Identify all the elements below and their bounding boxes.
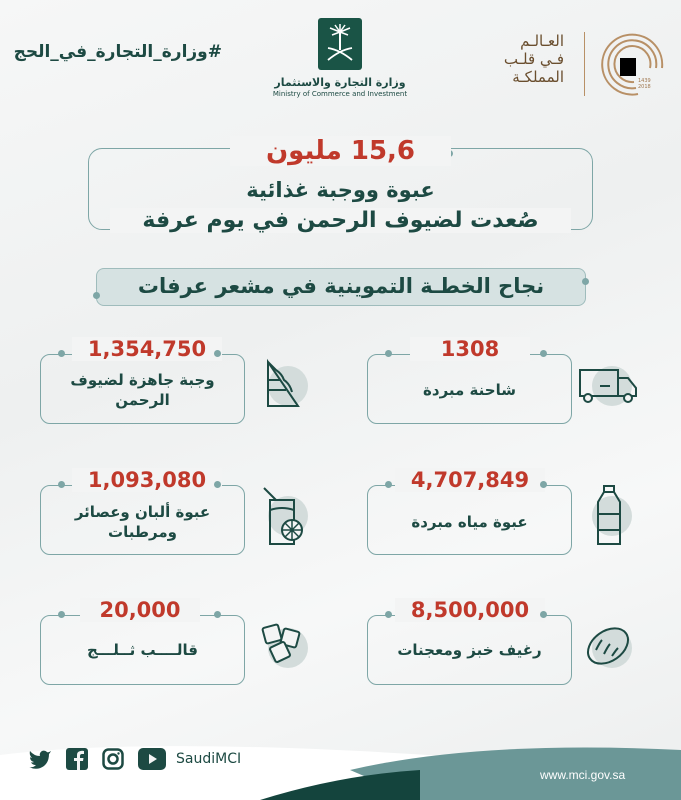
bread-icon — [578, 616, 638, 676]
card-dot — [385, 481, 392, 488]
juice-icon — [254, 484, 314, 544]
card-dot — [58, 611, 65, 618]
stat-label: وجبة جاهزة لضيوف الرحمن — [70, 371, 215, 409]
stat-value: 20,000 — [80, 598, 200, 622]
stat-value: 1,354,750 — [72, 337, 222, 361]
stat-label: عبوة مياه مبردة — [411, 513, 528, 531]
ministry-logo — [255, 18, 425, 98]
stat-value: 1308 — [410, 337, 530, 361]
twitter-icon[interactable] — [28, 748, 52, 770]
ice-cubes-icon — [254, 616, 314, 676]
card-dot — [540, 611, 547, 618]
stat-label: قالــــب ثــلـــج — [87, 641, 198, 659]
year-gregorian: 2018 — [638, 84, 651, 90]
headline-line-1: عبوة ووجبة غذائية — [246, 178, 435, 202]
water-bottle-icon — [578, 484, 638, 544]
card-dot — [540, 481, 547, 488]
stat-label: رغيف خبز ومعجنات — [397, 641, 542, 659]
card-dot — [385, 611, 392, 618]
social-handle[interactable]: SaudiMCI — [176, 751, 242, 767]
stat-label: شاحنة مبردة — [423, 381, 516, 399]
stat-value: 8,500,000 — [395, 598, 545, 622]
card-dot — [214, 350, 221, 357]
stat-value: 1,093,080 — [72, 468, 222, 492]
truck-icon — [578, 354, 638, 414]
card-dot — [214, 611, 221, 618]
banner-dot — [93, 292, 100, 299]
hashtag: #وزارة_التجارة_في_الحج — [13, 42, 222, 62]
logo-divider — [584, 32, 585, 96]
banner-dot — [582, 278, 589, 285]
facebook-icon[interactable] — [66, 748, 88, 770]
card-dot — [385, 350, 392, 357]
year-hijri: 1439 — [638, 78, 651, 84]
stat-label: عبوة ألبان وعصائر ومرطبات — [74, 503, 211, 541]
section-banner: نجاح الخطـة التموينية في مشعر عرفات — [96, 268, 586, 306]
sandwich-icon — [254, 354, 314, 414]
ministry-name-en: Ministry of Commerce and Investment — [272, 90, 408, 98]
campaign-logo — [488, 28, 668, 103]
card-dot — [214, 481, 221, 488]
headline-line-2: صُعدت لضيوف الرحمن في يوم عرفة — [110, 208, 571, 233]
campaign-logo-line: فـي قلـب — [503, 50, 564, 68]
campaign-logo-text — [484, 32, 564, 86]
campaign-logo-line: المملكـة — [512, 68, 564, 86]
instagram-icon[interactable] — [102, 748, 124, 770]
stat-value: 4,707,849 — [395, 468, 545, 492]
youtube-icon[interactable] — [138, 748, 166, 770]
saudi-emblem-icon — [318, 18, 362, 70]
social-links — [28, 746, 241, 772]
card-dot — [540, 350, 547, 357]
campaign-logo-line: العـالـم — [520, 32, 564, 50]
ministry-name-ar: وزارة التجارة والاستثمار — [274, 76, 406, 89]
headline-value: 15,6 مليون — [230, 136, 451, 166]
kaaba-arcs-icon — [592, 28, 668, 104]
campaign-years — [638, 78, 651, 90]
card-dot — [58, 481, 65, 488]
website-link[interactable]: www.mci.gov.sa — [540, 768, 626, 782]
card-dot — [58, 350, 65, 357]
